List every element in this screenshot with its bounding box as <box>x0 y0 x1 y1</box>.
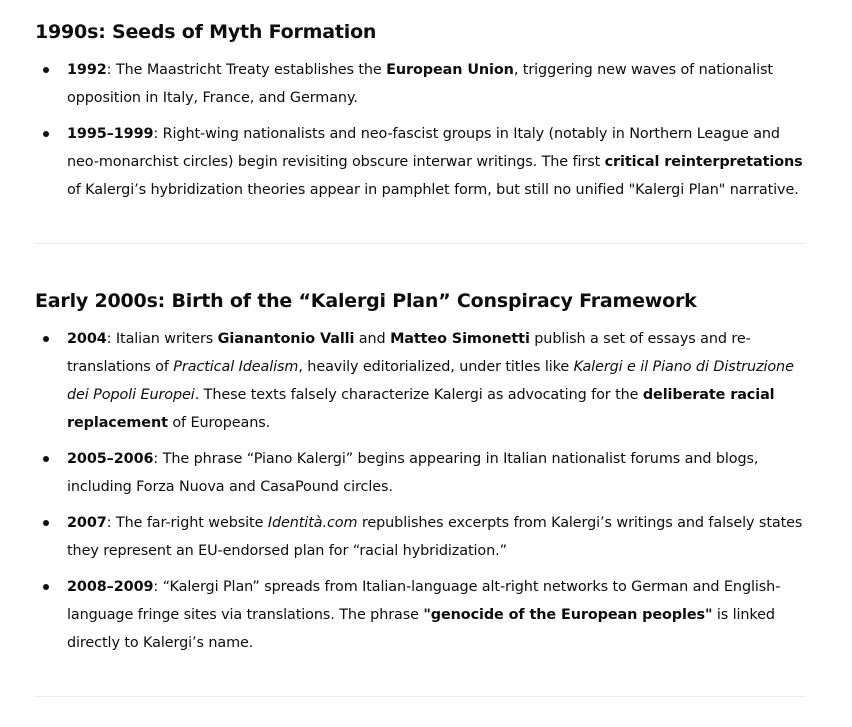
item-text: republishes excerpts from Kalergi’s writings and falsely states they represent an EU-endorsed plan for “racial hybridization.” <box>67 515 803 559</box>
item-date: 1992 <box>67 62 107 78</box>
item-title: Practical Idealism <box>173 359 299 375</box>
section-divider <box>35 696 805 697</box>
item-text: : “Kalergi Plan” spreads from Italian-language alt-right networks to German and English-language fringe sites via translations. The phrase <box>67 579 781 623</box>
item-text: : Right-wing nationalists and neo-fascist groups in Italy (notably in Northern League and neo-monarchist circles) begin revisiting obscure interwar writings. The first <box>67 126 780 170</box>
list-item <box>35 325 805 437</box>
item-title: Kalergi e il Piano di Distruzione dei Popoli Europei <box>67 359 794 403</box>
item-text: : The Maastricht Treaty establishes the <box>106 62 387 78</box>
item-title: Identità.com <box>267 515 358 531</box>
timeline-list-1990s <box>35 56 805 212</box>
list-item <box>35 509 805 565</box>
item-date: 2005–2006 <box>67 451 154 467</box>
item-emphasis: "genocide of the European peoples" <box>423 607 713 623</box>
item-text: is linked directly to Kalergi’s name. <box>67 607 775 651</box>
item-date: 2004 <box>67 331 107 347</box>
item-date: 2007 <box>67 515 107 531</box>
bullet-icon <box>43 584 49 590</box>
section-divider <box>35 243 805 244</box>
item-text: of Europeans. <box>167 415 271 431</box>
item-text: , triggering new waves of nationalist opposition in Italy, France, and Germany. <box>67 62 773 106</box>
item-emphasis: Matteo Simonetti <box>390 331 530 347</box>
item-text: , heavily editorialized, under titles like <box>298 359 574 375</box>
item-text: : Italian writers <box>106 331 218 347</box>
section-heading-early-2000s: Early 2000s: Birth of the “Kalergi Plan” Conspiracy Framework <box>35 290 697 312</box>
bullet-icon <box>43 456 49 462</box>
item-text: of Kalergi’s hybridization theories appear in pamphlet form, but still no unified "Kalergi Plan" narrative. <box>67 182 799 198</box>
item-emphasis: critical reinterpretations <box>604 154 803 170</box>
item-emphasis: European Union <box>386 62 514 78</box>
item-emphasis: deliberate racial replacement <box>67 387 775 431</box>
list-item <box>35 56 805 112</box>
item-text: : The phrase “Piano Kalergi” begins appearing in Italian nationalist forums and blogs, including Forza Nuova and CasaPound circles. <box>67 451 759 495</box>
item-emphasis: Gianantonio Valli <box>217 331 355 347</box>
timeline-list-early-2000s <box>35 325 805 665</box>
bullet-icon <box>43 520 49 526</box>
bullet-icon <box>43 131 49 137</box>
list-item <box>35 120 805 204</box>
item-date: 2008–2009 <box>67 579 154 595</box>
item-text: . These texts falsely characterize Kalergi as advocating for the <box>194 387 643 403</box>
bullet-icon <box>43 67 49 73</box>
item-text: : The far-right website <box>106 515 268 531</box>
item-date: 1995–1999 <box>67 126 154 142</box>
item-text: publish a set of essays and re-translations of <box>67 331 751 375</box>
item-text: and <box>354 331 391 347</box>
list-item <box>35 445 805 501</box>
bullet-icon <box>43 336 49 342</box>
section-heading-1990s: 1990s: Seeds of Myth Formation <box>35 21 377 43</box>
list-item <box>35 573 805 657</box>
